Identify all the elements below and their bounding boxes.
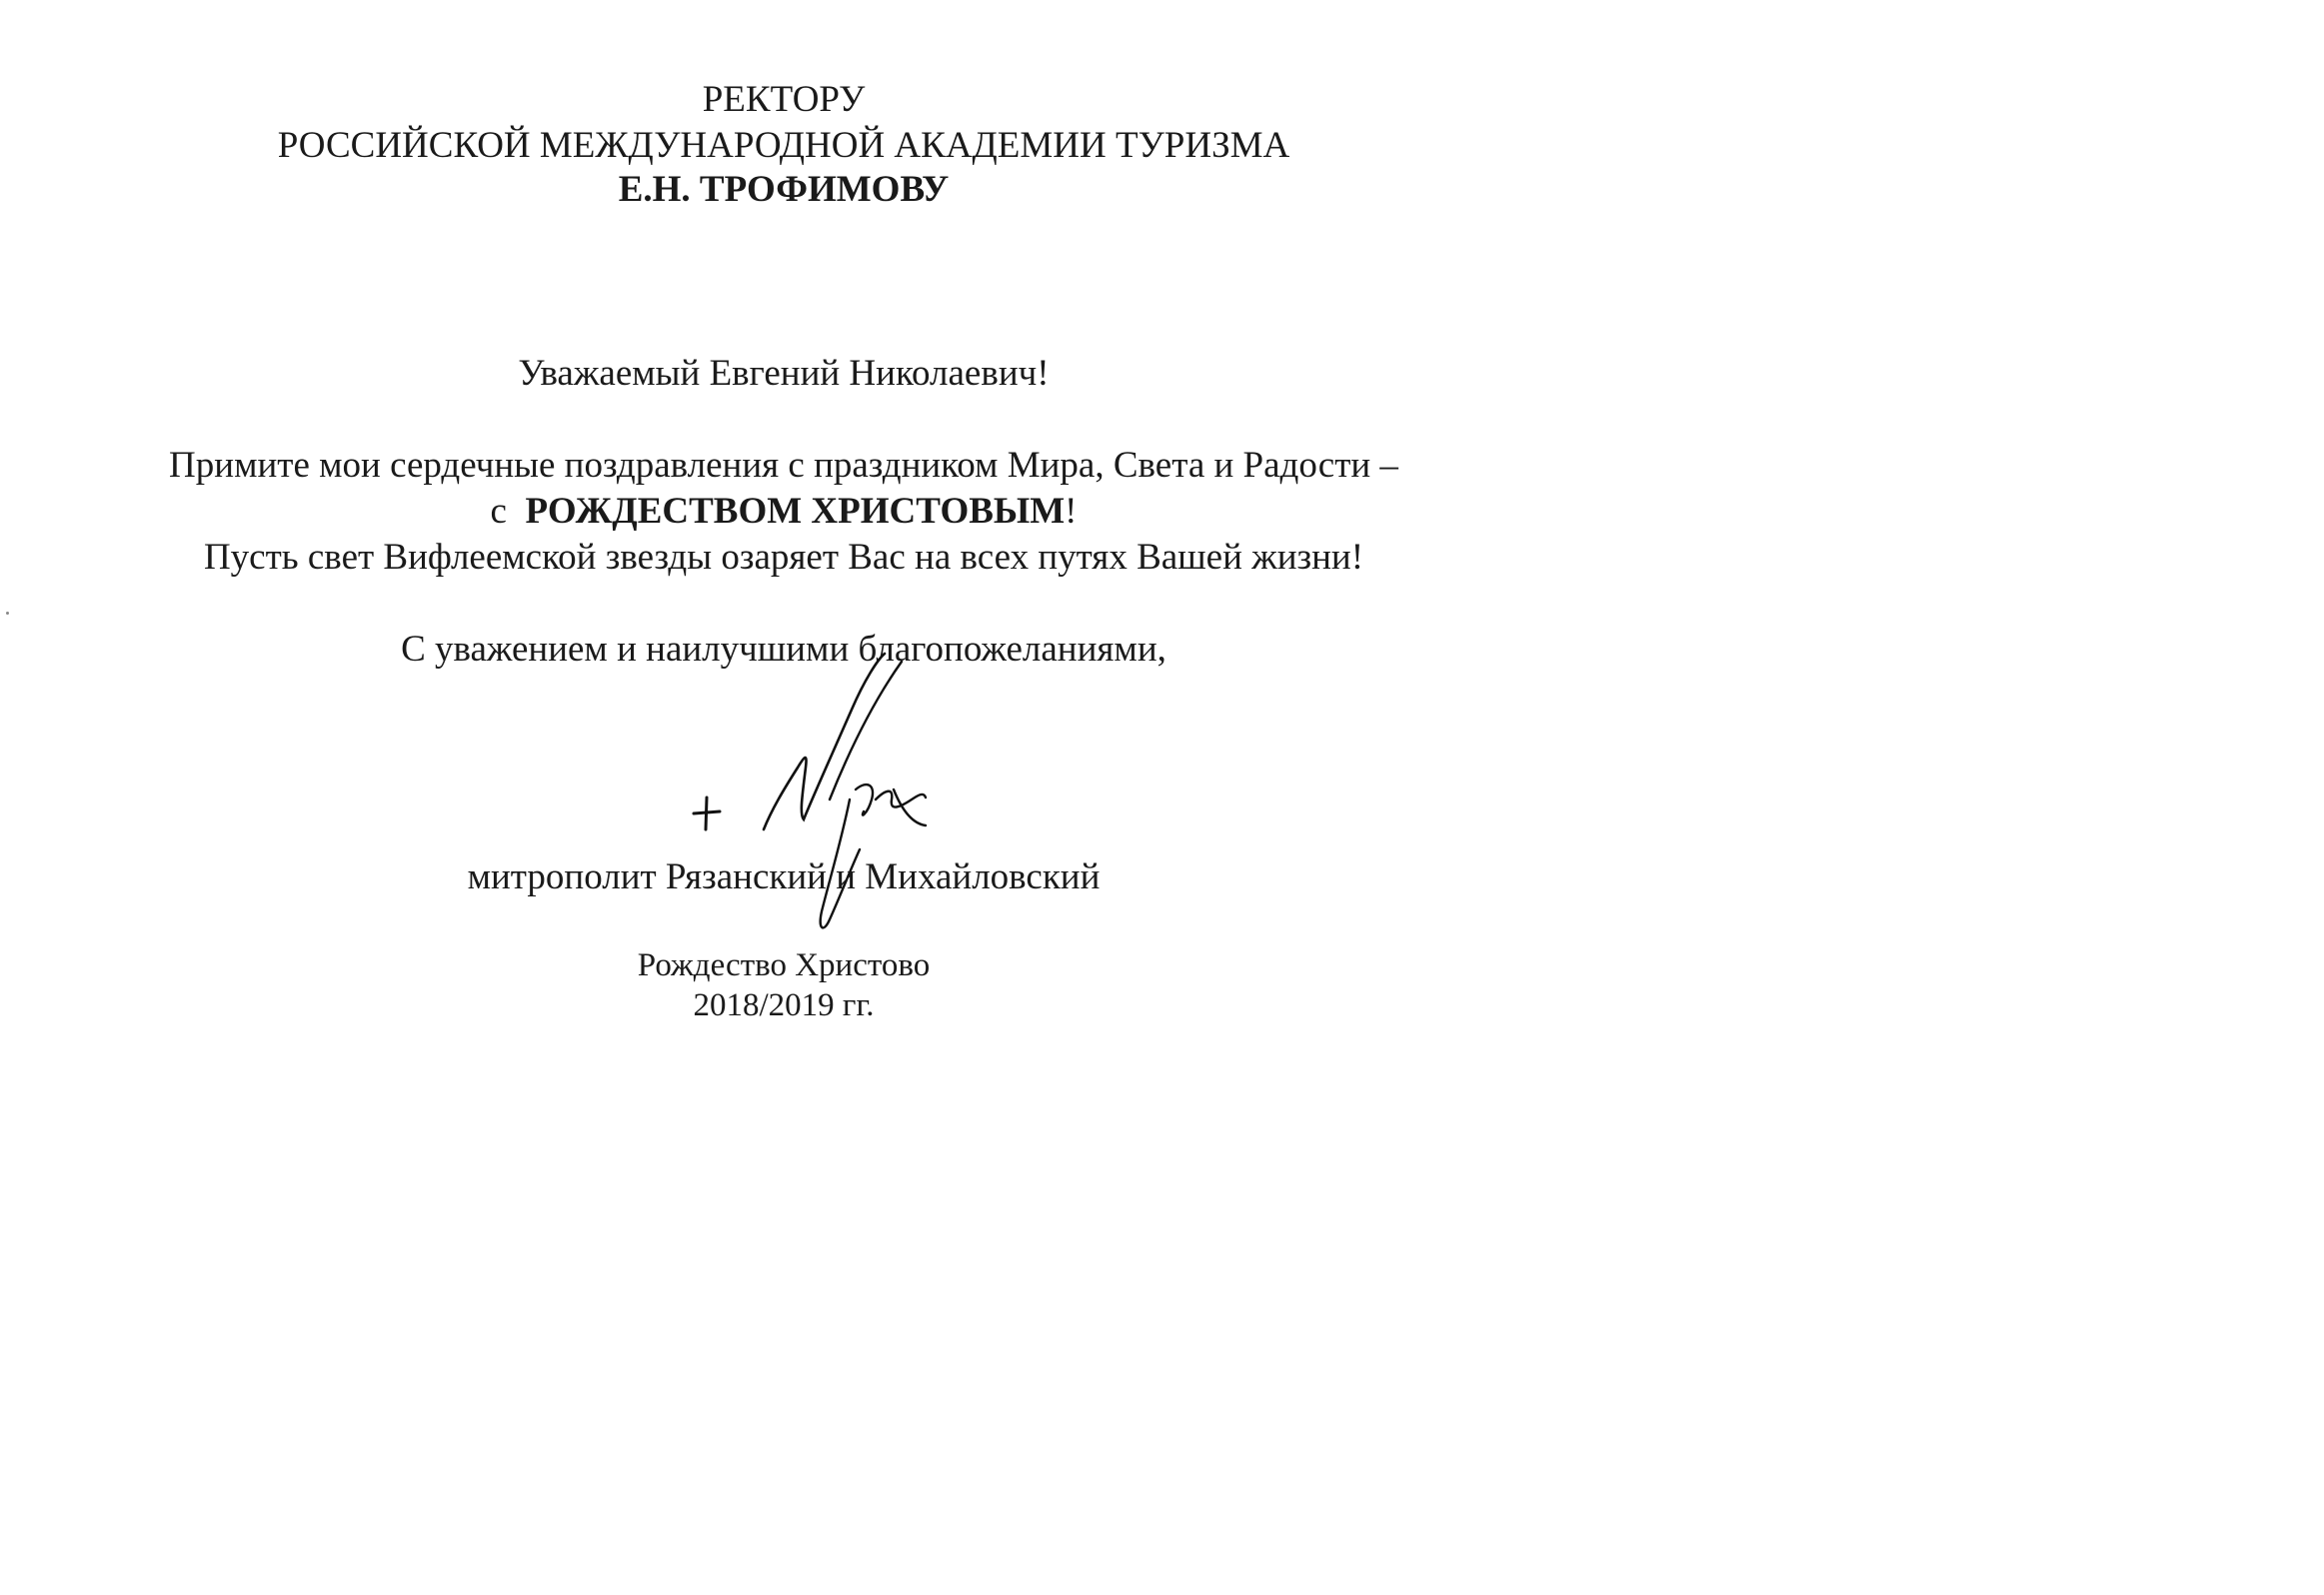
body-line-1: Примите мои сердечные поздравления с праздником Мира, Света и Радости – xyxy=(169,445,1398,486)
date-occasion: Рождество Христово xyxy=(637,947,931,983)
closing: С уважением и наилучшими благопожеланиями, xyxy=(401,629,1166,670)
recipient-name: Е.Н. ТРОФИМОВУ xyxy=(618,169,950,210)
recipient-institution: РОССИЙСКОЙ МЕЖДУНАРОДНОЙ АКАДЕМИИ ТУРИЗМА xyxy=(277,125,1290,166)
scan-speck xyxy=(6,612,9,615)
body-line-2-suffix: ! xyxy=(1065,491,1078,532)
body-line-2-prefix: с xyxy=(490,491,507,532)
signatory-title: митрополит Рязанский и Михайловский xyxy=(467,856,1101,897)
christmas-emphasis: РОЖДЕСТВОМ ХРИСТОВЫМ xyxy=(525,491,1066,532)
date-years: 2018/2019 гг. xyxy=(693,987,875,1023)
greeting: Уважаемый Евгений Николаевич! xyxy=(518,353,1050,394)
recipient-title: РЕКТОРУ xyxy=(702,79,866,120)
body-line-3: Пусть свет Вифлеемской звезды озаряет Вас на всех путях Вашей жизни! xyxy=(203,537,1364,578)
body-line-2 xyxy=(0,490,1567,534)
